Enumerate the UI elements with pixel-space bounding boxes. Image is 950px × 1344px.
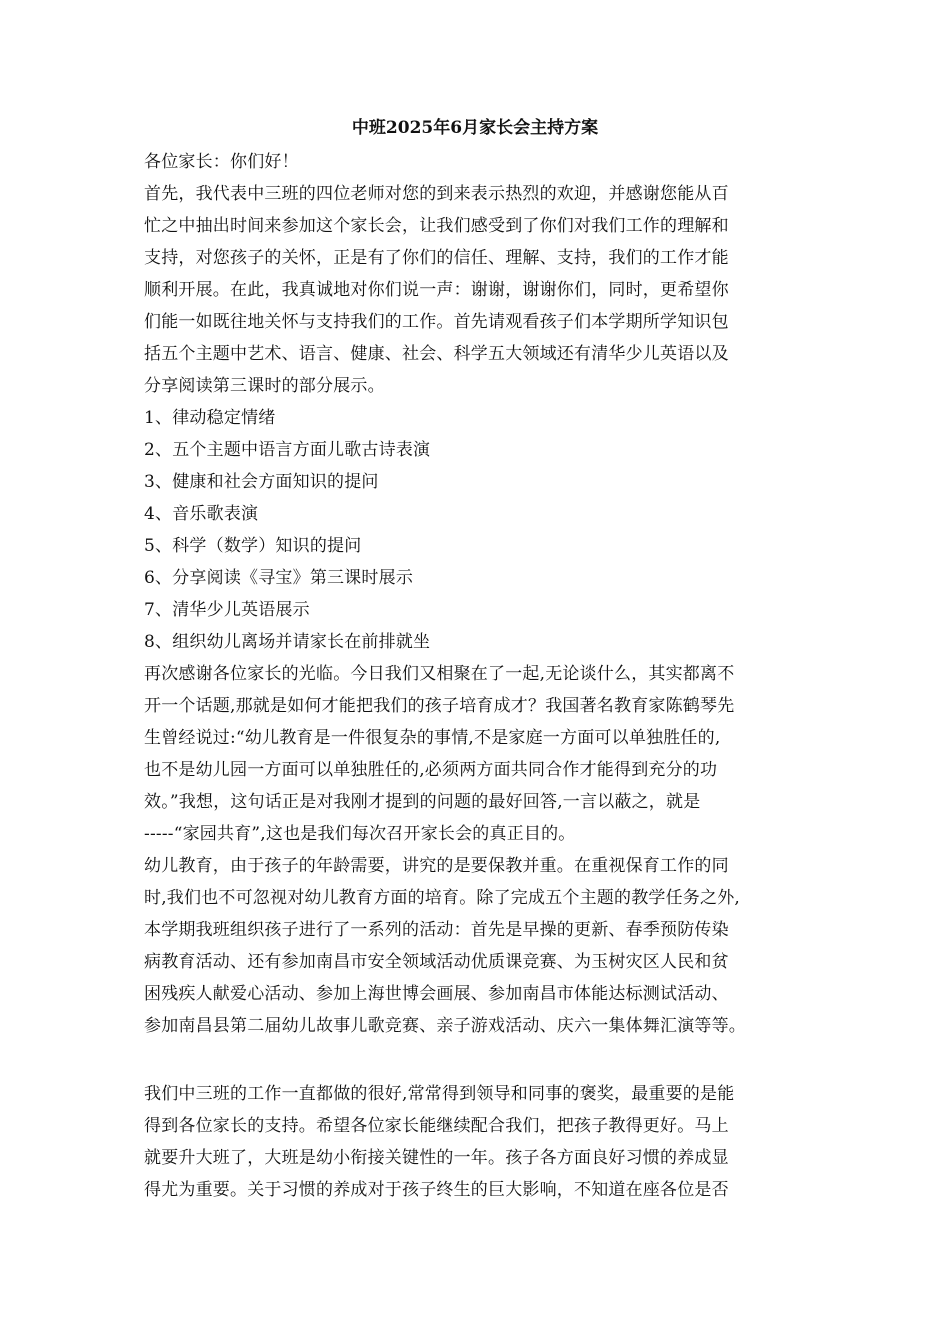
paragraph-line: 支持，对您孩子的关怀，正是有了你们的信任、理解、支持，我们的工作才能 [144, 248, 729, 268]
list-item: 3、健康和社会方面知识的提问 [144, 472, 379, 492]
paragraph-line: 忙之中抽出时间来参加这个家长会，让我们感受到了你们对我们工作的理解和 [144, 216, 729, 236]
paragraph-line: 本学期我班组织孩子进行了一系列的活动：首先是早操的更新、春季预防传染 [144, 920, 729, 940]
paragraph-line: 括五个主题中艺术、语言、健康、社会、科学五大领域还有清华少儿英语以及 [144, 344, 729, 364]
paragraph-line: 首先，我代表中三班的四位老师对您的到来表示热烈的欢迎，并感谢您能从百 [144, 184, 729, 204]
paragraph-line: 得到各位家长的支持。希望各位家长能继续配合我们，把孩子教得更好。马上 [144, 1116, 729, 1136]
list-item: 2、五个主题中语言方面儿歌古诗表演 [144, 440, 431, 460]
greeting-line: 各位家长：你们好！ [144, 152, 299, 172]
list-item: 8、组织幼儿离场并请家长在前排就坐 [144, 632, 431, 652]
paragraph-line: 再次感谢各位家长的光临。今日我们又相聚在了一起,无论谈什么，其实都离不 [144, 664, 735, 684]
list-item: 4、音乐歌表演 [144, 504, 259, 524]
document-title: 中班2025年6月家长会主持方案 [351, 118, 599, 138]
list-item: 1、律动稳定情绪 [144, 408, 276, 428]
paragraph-line: 病教育活动、还有参加南昌市安全领域活动优质课竞赛、为玉树灾区人民和贫 [144, 952, 729, 972]
paragraph-line: 我们中三班的工作一直都做的很好,常常得到领导和同事的褒奖，最重要的是能 [144, 1084, 735, 1104]
paragraph-line: 也不是幼儿园一方面可以单独胜任的,必须两方面共同合作才能得到充分的功 [144, 760, 718, 780]
paragraph-line: 顺利开展。在此，我真诚地对你们说一声：谢谢，谢谢你们，同时，更希望你 [144, 280, 729, 300]
paragraph-line: 分享阅读第三课时的部分展示。 [144, 376, 385, 396]
paragraph-line: 开一个话题,那就是如何才能把我们的孩子培育成才？我国著名教育家陈鹤琴先 [144, 696, 735, 716]
paragraph-line: 生曾经说过:“幼儿教育是一件很复杂的事情,不是家庭一方面可以单独胜任的, [144, 728, 721, 748]
paragraph-line: 幼儿教育，由于孩子的年龄需要，讲究的是要保教并重。在重视保育工作的同 [144, 856, 729, 876]
list-item: 7、清华少儿英语展示 [144, 600, 310, 620]
paragraph-line: 参加南昌县第二届幼儿故事儿歌竞赛、亲子游戏活动、庆六一集体舞汇演等等。 [144, 1016, 746, 1036]
paragraph-line: 困残疾人献爱心活动、参加上海世博会画展、参加南昌市体能达标测试活动、 [144, 984, 729, 1004]
list-item: 5、科学（数学）知识的提问 [144, 536, 362, 556]
paragraph-line: 时,我们也不可忽视对幼儿教育方面的培育。除了完成五个主题的教学任务之外, [144, 888, 741, 908]
paragraph-line: 们能一如既往地关怀与支持我们的工作。首先请观看孩子们本学期所学知识包 [144, 312, 729, 332]
list-item: 6、分享阅读《寻宝》第三课时展示 [144, 568, 414, 588]
paragraph-line: -----“家园共育”,这也是我们每次召开家长会的真正目的。 [144, 824, 576, 844]
paragraph-line: 得尤为重要。关于习惯的养成对于孩子终生的巨大影响，不知道在座各位是否 [144, 1180, 729, 1200]
paragraph-line: 就要升大班了，大班是幼小衔接关键性的一年。孩子各方面良好习惯的养成显 [144, 1148, 729, 1168]
paragraph-line: 效。”我想，这句话正是对我刚才提到的问题的最好回答,一言以蔽之，就是 [144, 792, 701, 812]
